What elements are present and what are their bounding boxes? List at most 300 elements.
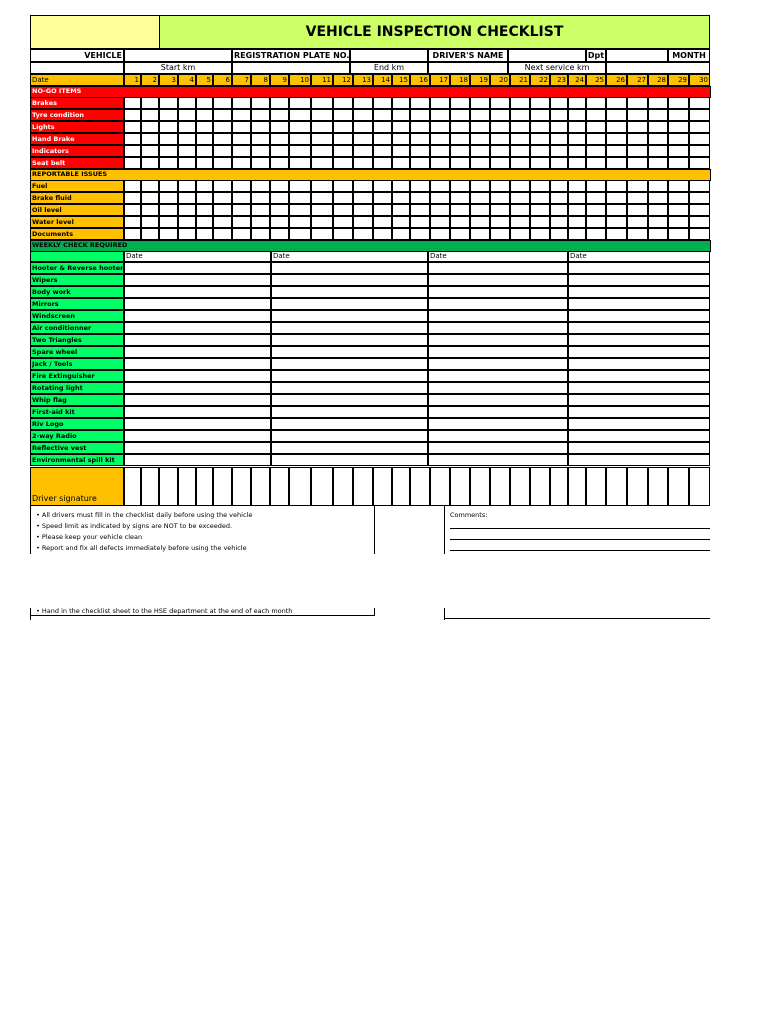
weekly-check-cell[interactable]: [124, 298, 271, 310]
daily-check-cell[interactable]: [392, 109, 410, 121]
driver-input-cell[interactable]: [508, 49, 586, 62]
signature-cell[interactable]: [251, 467, 270, 506]
weekly-check-cell[interactable]: [271, 394, 428, 406]
weekly-check-cell[interactable]: [568, 418, 710, 430]
weekly-check-cell[interactable]: [124, 394, 271, 406]
daily-check-cell[interactable]: [373, 192, 392, 204]
daily-check-cell[interactable]: [450, 204, 470, 216]
daily-check-cell[interactable]: [159, 145, 178, 157]
daily-check-cell[interactable]: [450, 216, 470, 228]
daily-check-cell[interactable]: [490, 204, 510, 216]
weekly-check-cell[interactable]: [428, 430, 568, 442]
daily-check-cell[interactable]: [124, 109, 141, 121]
weekly-check-cell[interactable]: [271, 406, 428, 418]
daily-check-cell[interactable]: [586, 133, 606, 145]
daily-check-cell[interactable]: [430, 145, 450, 157]
daily-check-cell[interactable]: [178, 97, 196, 109]
daily-check-cell[interactable]: [141, 204, 159, 216]
daily-check-cell[interactable]: [490, 109, 510, 121]
daily-check-cell[interactable]: [550, 228, 568, 240]
daily-check-cell[interactable]: [289, 109, 311, 121]
signature-cell[interactable]: [606, 467, 627, 506]
daily-check-cell[interactable]: [251, 216, 270, 228]
daily-check-cell[interactable]: [490, 145, 510, 157]
daily-check-cell[interactable]: [353, 157, 373, 169]
weekly-check-cell[interactable]: [428, 358, 568, 370]
weekly-check-cell[interactable]: [568, 442, 710, 454]
weekly-check-cell[interactable]: [568, 406, 710, 418]
daily-check-cell[interactable]: [530, 157, 550, 169]
daily-check-cell[interactable]: [251, 145, 270, 157]
weekly-check-cell[interactable]: [568, 286, 710, 298]
daily-check-cell[interactable]: [410, 228, 430, 240]
daily-check-cell[interactable]: [606, 157, 627, 169]
signature-cell[interactable]: [430, 467, 450, 506]
daily-check-cell[interactable]: [270, 180, 289, 192]
daily-check-cell[interactable]: [586, 216, 606, 228]
daily-check-cell[interactable]: [373, 109, 392, 121]
daily-check-cell[interactable]: [568, 145, 586, 157]
daily-check-cell[interactable]: [270, 121, 289, 133]
weekly-check-cell[interactable]: [428, 394, 568, 406]
weekly-check-cell[interactable]: [428, 454, 568, 466]
daily-check-cell[interactable]: [159, 204, 178, 216]
weekly-check-cell[interactable]: [124, 418, 271, 430]
daily-check-cell[interactable]: [568, 121, 586, 133]
daily-check-cell[interactable]: [251, 180, 270, 192]
daily-check-cell[interactable]: [668, 145, 689, 157]
weekly-check-cell[interactable]: [271, 334, 428, 346]
daily-check-cell[interactable]: [430, 228, 450, 240]
signature-cell[interactable]: [141, 467, 159, 506]
signature-cell[interactable]: [510, 467, 530, 506]
daily-check-cell[interactable]: [270, 97, 289, 109]
daily-check-cell[interactable]: [373, 133, 392, 145]
daily-check-cell[interactable]: [470, 180, 490, 192]
daily-check-cell[interactable]: [159, 97, 178, 109]
daily-check-cell[interactable]: [196, 97, 213, 109]
daily-check-cell[interactable]: [530, 204, 550, 216]
signature-cell[interactable]: [648, 467, 668, 506]
daily-check-cell[interactable]: [430, 121, 450, 133]
daily-check-cell[interactable]: [510, 133, 530, 145]
daily-check-cell[interactable]: [568, 109, 586, 121]
daily-check-cell[interactable]: [568, 157, 586, 169]
daily-check-cell[interactable]: [689, 216, 710, 228]
daily-check-cell[interactable]: [668, 97, 689, 109]
daily-check-cell[interactable]: [353, 133, 373, 145]
weekly-check-cell[interactable]: [428, 286, 568, 298]
weekly-check-cell[interactable]: [271, 274, 428, 286]
weekly-check-cell[interactable]: [428, 346, 568, 358]
daily-check-cell[interactable]: [450, 133, 470, 145]
daily-check-cell[interactable]: [270, 133, 289, 145]
daily-check-cell[interactable]: [353, 109, 373, 121]
signature-cell[interactable]: [627, 467, 648, 506]
signature-cell[interactable]: [470, 467, 490, 506]
weekly-check-cell[interactable]: [428, 310, 568, 322]
daily-check-cell[interactable]: [124, 133, 141, 145]
daily-check-cell[interactable]: [430, 157, 450, 169]
daily-check-cell[interactable]: [213, 97, 232, 109]
daily-check-cell[interactable]: [159, 133, 178, 145]
daily-check-cell[interactable]: [333, 228, 353, 240]
daily-check-cell[interactable]: [392, 97, 410, 109]
weekly-check-cell[interactable]: [428, 262, 568, 274]
daily-check-cell[interactable]: [606, 216, 627, 228]
daily-check-cell[interactable]: [648, 180, 668, 192]
daily-check-cell[interactable]: [410, 216, 430, 228]
daily-check-cell[interactable]: [550, 145, 568, 157]
daily-check-cell[interactable]: [251, 109, 270, 121]
daily-check-cell[interactable]: [141, 228, 159, 240]
daily-check-cell[interactable]: [392, 204, 410, 216]
daily-check-cell[interactable]: [606, 180, 627, 192]
daily-check-cell[interactable]: [141, 192, 159, 204]
daily-check-cell[interactable]: [373, 180, 392, 192]
next-service-input-cell[interactable]: [606, 62, 710, 74]
weekly-check-cell[interactable]: [271, 262, 428, 274]
daily-check-cell[interactable]: [373, 121, 392, 133]
daily-check-cell[interactable]: [251, 133, 270, 145]
daily-check-cell[interactable]: [213, 121, 232, 133]
daily-check-cell[interactable]: [232, 180, 251, 192]
weekly-check-cell[interactable]: [124, 274, 271, 286]
weekly-check-cell[interactable]: [428, 442, 568, 454]
daily-check-cell[interactable]: [289, 145, 311, 157]
signature-cell[interactable]: [668, 467, 689, 506]
daily-check-cell[interactable]: [159, 180, 178, 192]
daily-check-cell[interactable]: [141, 145, 159, 157]
weekly-check-cell[interactable]: [568, 430, 710, 442]
daily-check-cell[interactable]: [232, 157, 251, 169]
daily-check-cell[interactable]: [392, 121, 410, 133]
daily-check-cell[interactable]: [470, 228, 490, 240]
daily-check-cell[interactable]: [311, 121, 333, 133]
daily-check-cell[interactable]: [689, 157, 710, 169]
daily-check-cell[interactable]: [410, 97, 430, 109]
daily-check-cell[interactable]: [586, 192, 606, 204]
daily-check-cell[interactable]: [178, 192, 196, 204]
daily-check-cell[interactable]: [178, 109, 196, 121]
daily-check-cell[interactable]: [124, 216, 141, 228]
daily-check-cell[interactable]: [410, 133, 430, 145]
daily-check-cell[interactable]: [159, 228, 178, 240]
signature-cell[interactable]: [450, 467, 470, 506]
signature-cell[interactable]: [270, 467, 289, 506]
daily-check-cell[interactable]: [550, 180, 568, 192]
daily-check-cell[interactable]: [270, 192, 289, 204]
daily-check-cell[interactable]: [232, 145, 251, 157]
daily-check-cell[interactable]: [196, 109, 213, 121]
daily-check-cell[interactable]: [289, 204, 311, 216]
weekly-check-cell[interactable]: [271, 370, 428, 382]
daily-check-cell[interactable]: [311, 97, 333, 109]
signature-cell[interactable]: [196, 467, 213, 506]
daily-check-cell[interactable]: [124, 192, 141, 204]
daily-check-cell[interactable]: [586, 121, 606, 133]
daily-check-cell[interactable]: [289, 97, 311, 109]
daily-check-cell[interactable]: [311, 157, 333, 169]
weekly-check-cell[interactable]: [124, 334, 271, 346]
daily-check-cell[interactable]: [668, 192, 689, 204]
daily-check-cell[interactable]: [490, 216, 510, 228]
daily-check-cell[interactable]: [141, 121, 159, 133]
daily-check-cell[interactable]: [568, 204, 586, 216]
daily-check-cell[interactable]: [232, 109, 251, 121]
daily-check-cell[interactable]: [627, 97, 648, 109]
daily-check-cell[interactable]: [270, 228, 289, 240]
daily-check-cell[interactable]: [550, 109, 568, 121]
daily-check-cell[interactable]: [373, 157, 392, 169]
daily-check-cell[interactable]: [627, 204, 648, 216]
daily-check-cell[interactable]: [510, 180, 530, 192]
daily-check-cell[interactable]: [606, 97, 627, 109]
daily-check-cell[interactable]: [232, 133, 251, 145]
signature-cell[interactable]: [178, 467, 196, 506]
daily-check-cell[interactable]: [470, 109, 490, 121]
daily-check-cell[interactable]: [159, 216, 178, 228]
daily-check-cell[interactable]: [648, 97, 668, 109]
daily-check-cell[interactable]: [490, 228, 510, 240]
weekly-check-cell[interactable]: [271, 442, 428, 454]
daily-check-cell[interactable]: [353, 97, 373, 109]
daily-check-cell[interactable]: [450, 192, 470, 204]
weekly-check-cell[interactable]: [568, 454, 710, 466]
vehicle-input-cell[interactable]: [124, 49, 232, 62]
weekly-check-cell[interactable]: [124, 430, 271, 442]
daily-check-cell[interactable]: [178, 145, 196, 157]
daily-check-cell[interactable]: [232, 192, 251, 204]
daily-check-cell[interactable]: [668, 228, 689, 240]
signature-cell[interactable]: [213, 467, 232, 506]
daily-check-cell[interactable]: [606, 145, 627, 157]
daily-check-cell[interactable]: [430, 133, 450, 145]
daily-check-cell[interactable]: [213, 204, 232, 216]
daily-check-cell[interactable]: [373, 97, 392, 109]
daily-check-cell[interactable]: [689, 121, 710, 133]
daily-check-cell[interactable]: [550, 157, 568, 169]
daily-check-cell[interactable]: [586, 97, 606, 109]
daily-check-cell[interactable]: [430, 216, 450, 228]
signature-cell[interactable]: [550, 467, 568, 506]
daily-check-cell[interactable]: [586, 228, 606, 240]
weekly-check-cell[interactable]: [568, 274, 710, 286]
daily-check-cell[interactable]: [270, 216, 289, 228]
daily-check-cell[interactable]: [251, 204, 270, 216]
daily-check-cell[interactable]: [373, 216, 392, 228]
daily-check-cell[interactable]: [333, 216, 353, 228]
daily-check-cell[interactable]: [648, 228, 668, 240]
daily-check-cell[interactable]: [311, 216, 333, 228]
daily-check-cell[interactable]: [353, 228, 373, 240]
daily-check-cell[interactable]: [627, 145, 648, 157]
daily-check-cell[interactable]: [627, 192, 648, 204]
daily-check-cell[interactable]: [353, 216, 373, 228]
start-km-input-cell[interactable]: [232, 62, 350, 74]
daily-check-cell[interactable]: [530, 121, 550, 133]
daily-check-cell[interactable]: [410, 204, 430, 216]
daily-check-cell[interactable]: [550, 121, 568, 133]
weekly-check-cell[interactable]: [428, 274, 568, 286]
weekly-check-cell[interactable]: [271, 286, 428, 298]
daily-check-cell[interactable]: [550, 97, 568, 109]
daily-check-cell[interactable]: [178, 121, 196, 133]
weekly-check-cell[interactable]: [428, 382, 568, 394]
daily-check-cell[interactable]: [124, 228, 141, 240]
daily-check-cell[interactable]: [510, 97, 530, 109]
daily-check-cell[interactable]: [392, 145, 410, 157]
weekly-check-cell[interactable]: [428, 334, 568, 346]
daily-check-cell[interactable]: [510, 204, 530, 216]
signature-cell[interactable]: [232, 467, 251, 506]
daily-check-cell[interactable]: [124, 157, 141, 169]
daily-check-cell[interactable]: [470, 216, 490, 228]
weekly-check-cell[interactable]: [271, 430, 428, 442]
daily-check-cell[interactable]: [627, 228, 648, 240]
daily-check-cell[interactable]: [550, 216, 568, 228]
weekly-check-cell[interactable]: [428, 298, 568, 310]
daily-check-cell[interactable]: [586, 180, 606, 192]
weekly-check-cell[interactable]: [568, 346, 710, 358]
daily-check-cell[interactable]: [333, 97, 353, 109]
weekly-check-cell[interactable]: [428, 406, 568, 418]
plate-input-cell[interactable]: [350, 49, 428, 62]
daily-check-cell[interactable]: [606, 109, 627, 121]
daily-check-cell[interactable]: [550, 204, 568, 216]
daily-check-cell[interactable]: [213, 216, 232, 228]
daily-check-cell[interactable]: [586, 109, 606, 121]
daily-check-cell[interactable]: [373, 204, 392, 216]
weekly-check-cell[interactable]: [124, 406, 271, 418]
daily-check-cell[interactable]: [550, 133, 568, 145]
daily-check-cell[interactable]: [353, 204, 373, 216]
daily-check-cell[interactable]: [353, 180, 373, 192]
daily-check-cell[interactable]: [196, 145, 213, 157]
daily-check-cell[interactable]: [333, 204, 353, 216]
daily-check-cell[interactable]: [178, 204, 196, 216]
daily-check-cell[interactable]: [627, 133, 648, 145]
daily-check-cell[interactable]: [232, 204, 251, 216]
daily-check-cell[interactable]: [470, 204, 490, 216]
weekly-check-cell[interactable]: [568, 322, 710, 334]
signature-cell[interactable]: [410, 467, 430, 506]
daily-check-cell[interactable]: [648, 121, 668, 133]
daily-check-cell[interactable]: [311, 145, 333, 157]
daily-check-cell[interactable]: [648, 145, 668, 157]
daily-check-cell[interactable]: [668, 109, 689, 121]
weekly-check-cell[interactable]: [124, 346, 271, 358]
weekly-check-cell[interactable]: [271, 454, 428, 466]
daily-check-cell[interactable]: [141, 133, 159, 145]
daily-check-cell[interactable]: [510, 216, 530, 228]
weekly-check-cell[interactable]: [428, 370, 568, 382]
daily-check-cell[interactable]: [311, 180, 333, 192]
daily-check-cell[interactable]: [627, 109, 648, 121]
daily-check-cell[interactable]: [530, 180, 550, 192]
daily-check-cell[interactable]: [289, 216, 311, 228]
daily-check-cell[interactable]: [213, 180, 232, 192]
daily-check-cell[interactable]: [196, 204, 213, 216]
daily-check-cell[interactable]: [490, 97, 510, 109]
daily-check-cell[interactable]: [627, 216, 648, 228]
daily-check-cell[interactable]: [392, 192, 410, 204]
daily-check-cell[interactable]: [289, 121, 311, 133]
daily-check-cell[interactable]: [550, 192, 568, 204]
signature-cell[interactable]: [530, 467, 550, 506]
daily-check-cell[interactable]: [232, 228, 251, 240]
daily-check-cell[interactable]: [410, 157, 430, 169]
daily-check-cell[interactable]: [450, 180, 470, 192]
daily-check-cell[interactable]: [196, 121, 213, 133]
weekly-check-cell[interactable]: [124, 370, 271, 382]
daily-check-cell[interactable]: [141, 109, 159, 121]
daily-check-cell[interactable]: [232, 97, 251, 109]
daily-check-cell[interactable]: [196, 216, 213, 228]
daily-check-cell[interactable]: [606, 192, 627, 204]
daily-check-cell[interactable]: [430, 180, 450, 192]
daily-check-cell[interactable]: [410, 121, 430, 133]
daily-check-cell[interactable]: [648, 157, 668, 169]
daily-check-cell[interactable]: [159, 192, 178, 204]
daily-check-cell[interactable]: [530, 133, 550, 145]
daily-check-cell[interactable]: [333, 157, 353, 169]
daily-check-cell[interactable]: [270, 204, 289, 216]
daily-check-cell[interactable]: [213, 145, 232, 157]
daily-check-cell[interactable]: [450, 97, 470, 109]
daily-check-cell[interactable]: [178, 133, 196, 145]
daily-check-cell[interactable]: [470, 145, 490, 157]
daily-check-cell[interactable]: [124, 121, 141, 133]
daily-check-cell[interactable]: [333, 133, 353, 145]
daily-check-cell[interactable]: [470, 157, 490, 169]
daily-check-cell[interactable]: [124, 145, 141, 157]
daily-check-cell[interactable]: [213, 133, 232, 145]
daily-check-cell[interactable]: [333, 121, 353, 133]
signature-cell[interactable]: [689, 467, 710, 506]
daily-check-cell[interactable]: [530, 145, 550, 157]
daily-check-cell[interactable]: [689, 109, 710, 121]
daily-check-cell[interactable]: [196, 228, 213, 240]
daily-check-cell[interactable]: [410, 192, 430, 204]
weekly-check-cell[interactable]: [124, 286, 271, 298]
daily-check-cell[interactable]: [141, 157, 159, 169]
daily-check-cell[interactable]: [530, 97, 550, 109]
daily-check-cell[interactable]: [289, 133, 311, 145]
daily-check-cell[interactable]: [311, 228, 333, 240]
daily-check-cell[interactable]: [450, 157, 470, 169]
daily-check-cell[interactable]: [289, 192, 311, 204]
daily-check-cell[interactable]: [392, 228, 410, 240]
daily-check-cell[interactable]: [648, 216, 668, 228]
daily-check-cell[interactable]: [648, 192, 668, 204]
daily-check-cell[interactable]: [213, 228, 232, 240]
daily-check-cell[interactable]: [124, 180, 141, 192]
daily-check-cell[interactable]: [689, 180, 710, 192]
signature-cell[interactable]: [289, 467, 311, 506]
daily-check-cell[interactable]: [627, 157, 648, 169]
daily-check-cell[interactable]: [289, 228, 311, 240]
daily-check-cell[interactable]: [568, 180, 586, 192]
signature-cell[interactable]: [568, 467, 586, 506]
daily-check-cell[interactable]: [510, 145, 530, 157]
weekly-check-cell[interactable]: [124, 454, 271, 466]
daily-check-cell[interactable]: [510, 121, 530, 133]
signature-cell[interactable]: [373, 467, 392, 506]
daily-check-cell[interactable]: [430, 109, 450, 121]
daily-check-cell[interactable]: [141, 180, 159, 192]
daily-check-cell[interactable]: [606, 204, 627, 216]
